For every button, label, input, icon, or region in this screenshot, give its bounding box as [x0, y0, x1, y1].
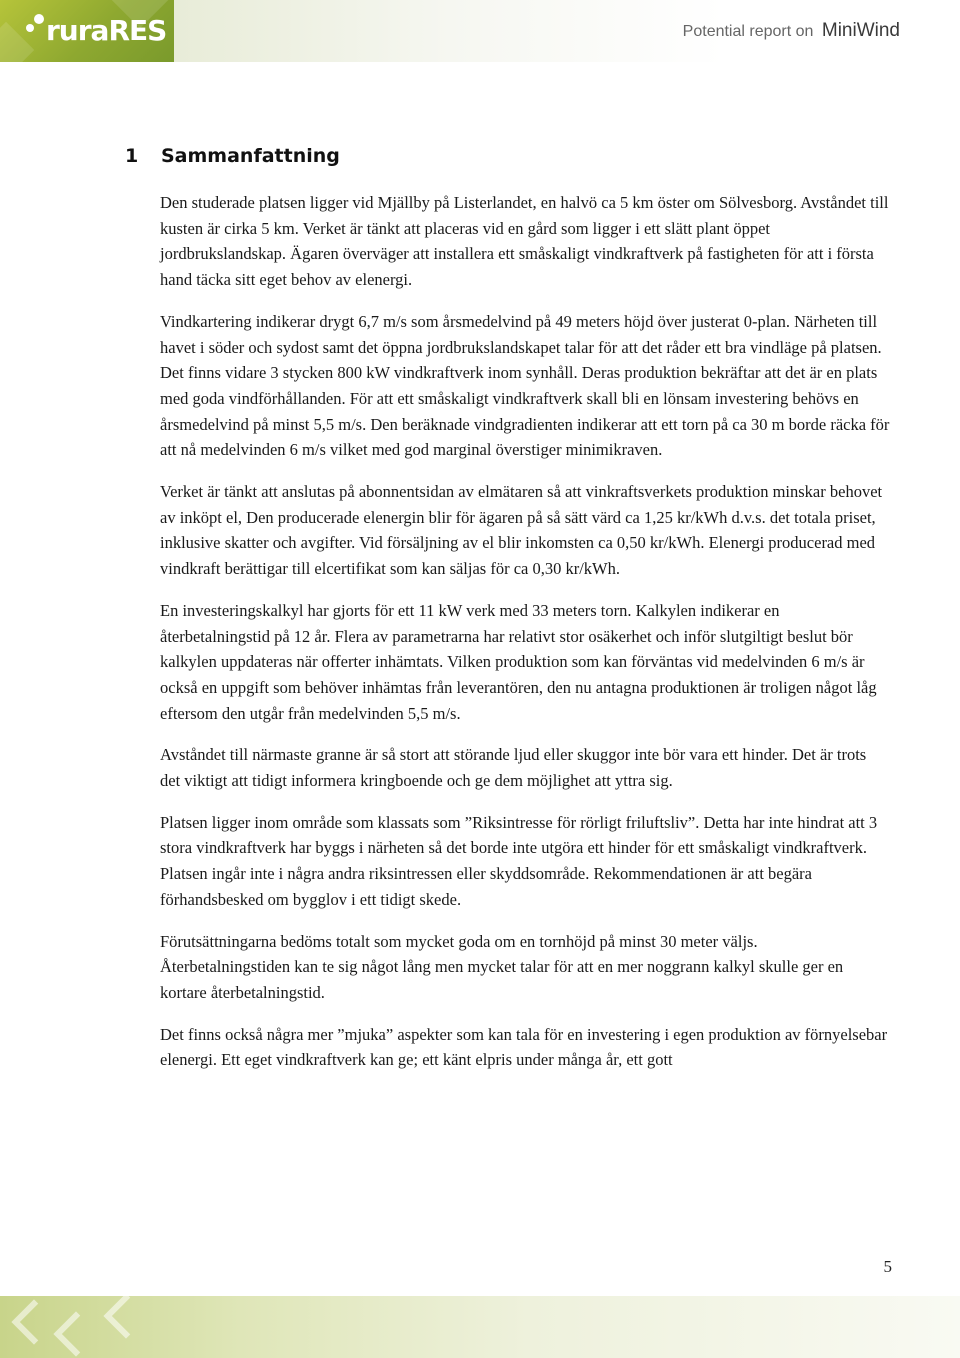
arrow-decoration-icon	[103, 1296, 148, 1339]
logo-leaf-icon	[34, 14, 44, 24]
paragraph: Platsen ligger inom område som klassats som ”Riksintresse för rörligt friluftsliv”. Detta har inte hindrat att 3 stora vindkraftverk har byggs i närheten så det borde inte utgöra ett hinder för ett småskaligt vindkraftverk. Platsen ingår inte i några andra riksintressen eller skyddsområde. Rekommendationen är att begära förhandsbesked om bygglov i ett tidigt skede.	[160, 812, 878, 909]
paragraph: Avståndet till närmaste granne är så stort att störande ljud eller skuggor inte bör vara ett hinder. Det är trots det viktigt att tidigt informera kringboende och ge dem möjlighet att yttra sig.	[160, 745, 867, 791]
section-number: 1	[125, 145, 139, 167]
summary-body	[160, 190, 890, 1089]
paragraph: Den studerade platsen ligger vid Mjällby på Listerlandet, en halvö ca 5 km öster om Sölvesborg. Avståndet till kusten är cirka 5 km. Verket är tänkt att placeras vid en gård som ligger i ett slätt plant öppet jordbrukslandskap. Ägaren överväger att installera ett småskaligt vindkraftverk på fastigheten för att i första hand täcka sitt eget behov av elenergi.	[160, 193, 889, 290]
page-number: 5	[883, 1257, 892, 1276]
arrow-decoration-icon	[53, 1311, 98, 1356]
page-header	[0, 0, 960, 62]
arrow-decoration-icon	[11, 1299, 56, 1344]
paragraph: Verket är tänkt att anslutas på abonnentsidan av elmätaren så att vinkraftsverkets produktion minskar behovet av inköpt el, Den producerade elenergin blir för ägaren på så sätt värd ca 1,25 kr/kWh d.v.s. det totala priset, inklusive skatter och avgifter. Vid försäljning av el blir inkomsten ca 0,50 kr/kWh. Elenergi producerad med vindkraft berättigar till elcertifikat som kan säljas för ca 0,30 kr/kWh.	[160, 482, 883, 579]
section-heading	[125, 145, 340, 167]
section-title: Sammanfattning	[161, 145, 340, 167]
paragraph: En investeringskalkyl har gjorts för ett 11 kW verk med 33 meters torn. Kalkylen indikerar en återbetalningstid på 12 år. Flera av parametrarna har relativt stor osäkerhet och inför slutgiltigt beslut bör kalkylen uppdateras när offerter inhämtats. Vilken produktion som kan förväntas vid medelvinden 6 m/s är också en uppgift som behöver inhämtas från leverantören, den nu antagna produktionen är troligen något låg eftersom den utgår från medelvinden 5,5 m/s.	[160, 600, 877, 723]
report-title-brand: MiniWind	[821, 20, 900, 41]
paragraph: Det finns också några mer ”mjuka” aspekter som kan tala för en investering i egen produktion av förnyelsebar elenergi. Ett eget vindkraftverk kan ge; ett känt elpris under många år, ett gott	[160, 1024, 888, 1070]
logo-text: ruraRES	[46, 14, 167, 47]
report-title	[683, 20, 900, 42]
paragraph: Vindkartering indikerar drygt 6,7 m/s som årsmedelvind på 49 meters höjd över justerat 0-plan. Närheten till havet i söder och sydost samt det öppna jordbrukslandskapet talar för att det råder ett bra vindläge på platsen. Det finns vidare 3 stycken 800 kW vindkraftverk inom synhåll. Deras produktion bekräftar att det är en plats med goda vindförhållanden. För att ett småskaligt vindkraftverk skall bli en lönsam investering behövs en årsmedelvind på minst 5,5 m/s. Den beräknade vindgradienten indikerar att ett torn på ca 30 m borde räcka för att nå medelvinden 6 m/s vilket med god marginal överstiger minimikraven.	[160, 311, 890, 460]
logo-leaf-icon	[26, 24, 34, 32]
rurares-logo	[0, 0, 174, 62]
page-footer-band	[0, 1296, 960, 1358]
paragraph: Förutsättningarna bedöms totalt som mycket goda om en tornhöjd på minst 30 meter väljs. Återbetalningstiden kan te sig något lång men mycket talar för att en mer noggrann kalkyl skulle ger en kortare återbetalningstid.	[160, 931, 844, 1002]
report-title-prefix: Potential report on	[682, 23, 814, 40]
